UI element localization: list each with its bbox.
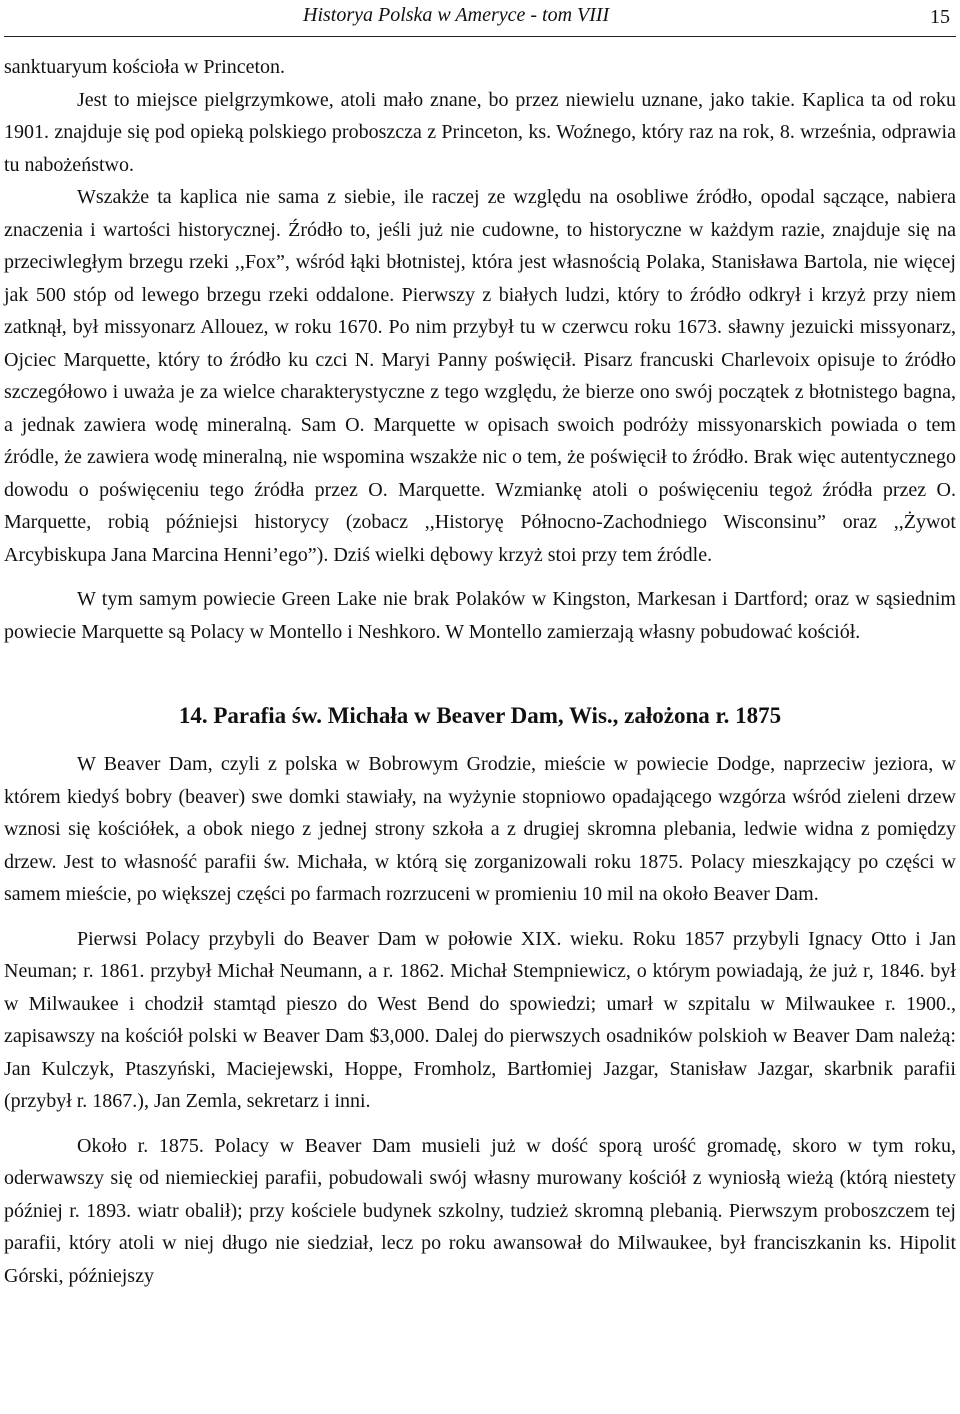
paragraph-church-founding: Około r. 1875. Polacy w Beaver Dam musieli już w dość sporą urość gromadę, skoro w tym roku, oderwawszy się od niemieckiej parafii, pobudowali swój własny murowany kościół z wyniosłą wieżą (którą niestety później r. 1893. wiatr obalił); przy kościele budynek szkolny, tudzież skromną plebanią. Pierwszym proboszczem tej parafii, który atoli w niej długo nie siedział, lecz po roku awansował do Milwaukee, był franciszkanin ks. Hipolit Górski, późniejszy (4, 1134, 956, 1287)
paragraph-first-settlers: Pierwsi Polacy przybyli do Beaver Dam w połowie XIX. wieku. Roku 1857 przybyli Ignacy Otto i Jan Neuman; r. 1861. przybył Michał Neumann, a r. 1862. Michał Stempniewicz, o którym powiadają, że już r, 1846. był w Milwaukee i chodził stamtąd pieszo do West Bend do spowiedzi; umarł w szpitalu w Milwaukee r. 1900., zapisawszy na kościół polski w Beaver Dam $3,000. Dalej do pierwszych osadników polskioh w Beaver Dam należą: Jan Kulczyk, Ptaszyński, Maciejewski, Hoppe, Fromholz, Bartłomiej Jazgar, Stanisław Jazgar, skarbnik parafii (przybył r. 1867.), Jan Zemla, sekretarz i inni. (4, 927, 956, 1112)
paragraph-pilgrimage: Jest to miejsce pielgrzymkowe, atoli mało znane, bo przez niewielu uznane, jako takie. Kaplica ta od roku 1901. znajduje się pod opieką polskiego proboszcza z Princeton, ks. Woźnego, który raz na rok, 8. września, odprawia tu nabożeństwo. (4, 88, 956, 176)
paragraph-beaver-dam-intro: W Beaver Dam, czyli z polska w Bobrowym Grodzie, mieście w powiecie Dodge, naprzeciw jeziora, w którem kiedyś bobry (beaver) swe domki stawiały, na wyżynie stopniowo opadającego wzgórza wśród zieleni drzew wznosi się kościółek, a obok niego z jednej strony szkoła a z drugiej skromna plebania, ledwie widna z pomiędzy drzew. Jest to własność parafii św. Michała, w którą się zorganizowali roku 1875. Polacy mieszkający po części w samem mieście, po większej części po farmach rozrzuceni w promieniu 10 mil na około Beaver Dam. (4, 753, 956, 905)
paragraph-spring-history: Wszakże ta kaplica nie sama z siebie, ile raczej ze względu na osobliwe źródło, opodal sączące, nabiera znaczenia i wartości historycznej. Źródło to, jeśli już nie cudowne, to historyczne w każdym razie, znajduje się na przeciwległym brzegu rzeki ,,Fox”, wśród łąki błotnistej, która jest własnością Polaka, Stanisława Bartola, nie więcej jak 500 stóp od lewego brzegu rzeki oddalone. Pierwszy z białych ludzi, który to źródło odkrył i krzyż przy niem zatknął, był missyonarz Allouez, w roku 1670. Po nim przybył tu w czerwcu roku 1673. sławny jezuicki missyonarz, Ojciec Marquette, który to źródło ku czci N. Maryi Panny poświęcił. Pisarz francuski Charlevoix opisuje to źródło szczegółowo i uważa je za wielce charakterystyczne z tego względu, że bierze ono swój początek z błotnistego bagna, a jednak zawiera wodę mineralną. Sam O. Marquette w opisach swoich podróży missyonarskich powiada o tem źródle, że zawiera wodę mineralną, nie wspomina wszakże nic o tem, że poświęcił to źródło. Brak więc autentycznego dowodu o poświęceniu tego źródła przez O. Marquette. Wzmiankę atoli o poświęceniu tegoż źródła przez O. Marquette, robią późniejsi historycy (zobacz ,,Historyę Północno-Zachodniego Wisconsinu” oraz ,,Żywot Arcybiskupa Jana Marcina Henni’ego”). Dziś wielki dębowy krzyż stoi przy tem źródle. (4, 186, 956, 566)
page-body (4, 51, 956, 1304)
section-heading: 14. Parafia św. Michała w Beaver Dam, Wis., założona r. 1875 (178, 703, 782, 728)
paragraph-continuation: sanktuaryum kościoła w Princeton. (4, 56, 286, 78)
running-title: Historya Polska w Ameryce - tom VIII (303, 4, 610, 26)
page-header (0, 0, 960, 40)
header-divider (4, 36, 956, 37)
page-number: 15 (930, 6, 950, 28)
paragraph-green-lake: W tym samym powiecie Green Lake nie brak Polaków w Kingston, Markesan i Dartford; oraz w sąsiednim powiecie Marquette są Polacy w Montello i Neshkoro. W Montello zamierzają własny pobudować kościół. (4, 588, 956, 643)
